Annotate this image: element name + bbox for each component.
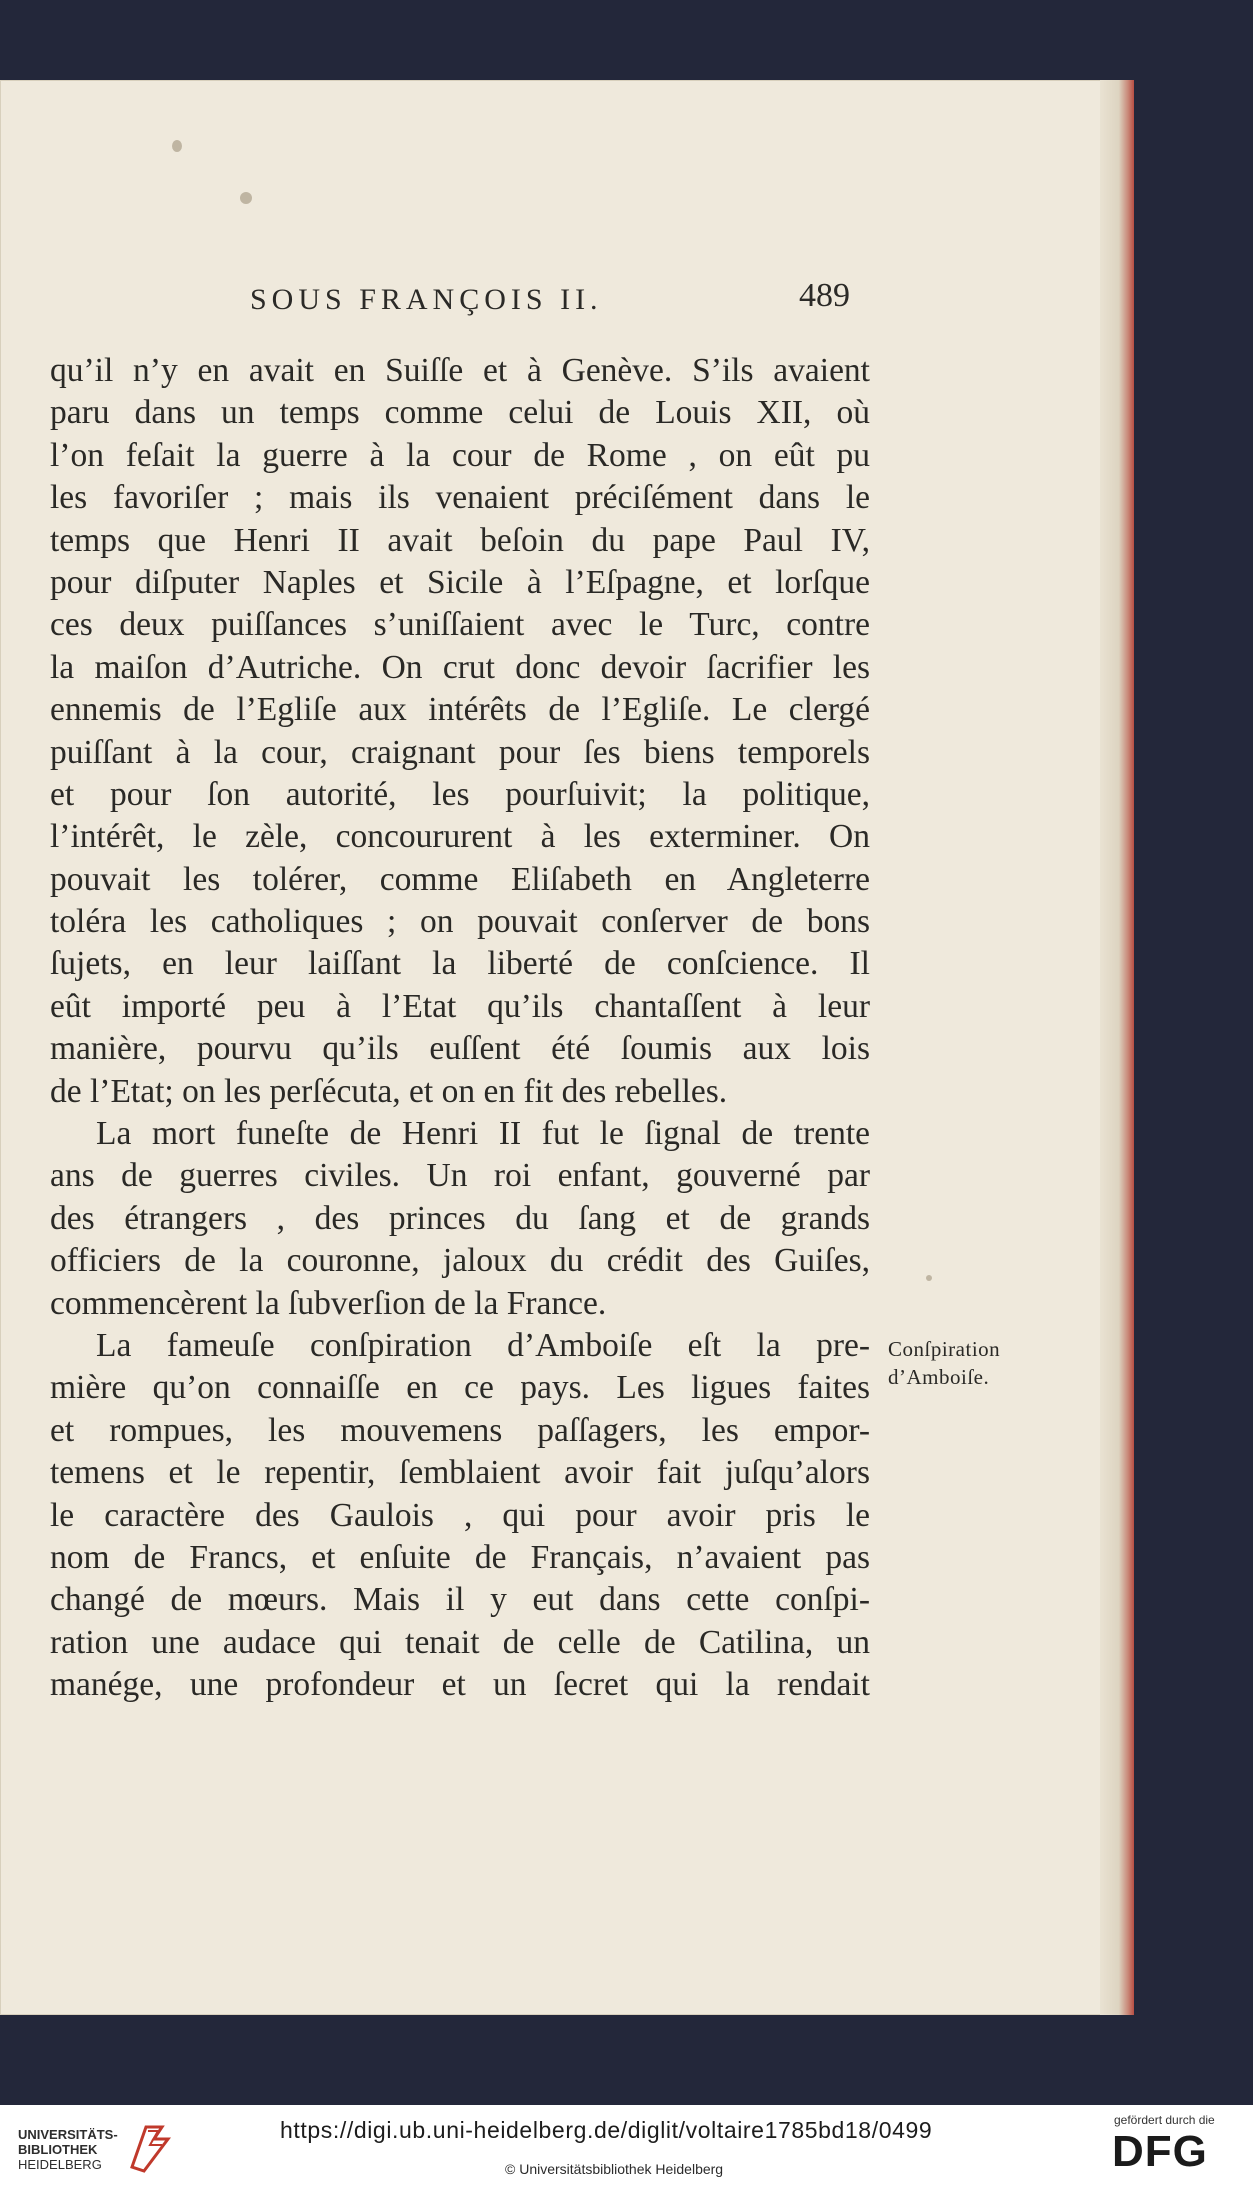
text-line: de l’Etat; on les perſécuta, et on en fit des rebelles. (50, 1072, 728, 1110)
text-line: manége, une profondeur et un ſecret qui la rendait (50, 1666, 870, 1704)
text-line: et rompues, les mouvemens paſſagers, les empor- (50, 1411, 870, 1449)
page-edge (1100, 80, 1134, 2015)
paper-spot (240, 192, 252, 204)
text-line: temps que Henri II avait beſoin du pape Paul IV, (50, 521, 870, 559)
page-number: 489 (799, 277, 850, 314)
text-line: puiſſant à la cour, craignant pour ſes biens temporels (50, 733, 870, 771)
text-line: ces deux puiſſances s’uniſſaient avec le Turc, contre (50, 606, 870, 644)
text-line: la maiſon d’Autriche. On crut donc devoir ſacrifier les (50, 648, 870, 686)
text-line: mière qu’on connaiſſe en ce pays. Les ligues faites (50, 1369, 870, 1407)
dfg-wordmark: DFG (1112, 2127, 1208, 2176)
text-line: commencèrent la ſubverſion de la France. (50, 1284, 607, 1322)
text-line: nom de Francs, et enſuite de Français, n’avaient pas (50, 1538, 870, 1576)
text-line: eût importé peu à l’Etat qu’ils chantaſſent à leur (50, 987, 870, 1025)
library-logo[interactable] (18, 2117, 218, 2187)
text-line: ſujets, en leur laiſſant la liberté de conſcience. Il (50, 945, 870, 983)
library-name (18, 2127, 118, 2172)
text-line: qu’il n’y en avait en Suiſſe et à Genève. S’ils avaient (50, 352, 870, 389)
copyright-notice: © Universitätsbibliothek Heidelberg (505, 2161, 724, 2177)
text-line: et pour ſon autorité, les pourſuivit; la politique, (50, 775, 870, 813)
text-line: ration une audace qui tenait de celle de Catilina, un (50, 1623, 870, 1661)
paper-spot (172, 140, 182, 152)
paper-spot (926, 1275, 932, 1281)
text-line: l’intérêt, le zèle, concoururent à les exterminer. On (50, 818, 870, 856)
text-line: temens et le repentir, ſemblaient avoir fait juſqu’alors (50, 1454, 870, 1492)
text-line: La mort funeſte de Henri II fut le ſignal de trente (96, 1115, 870, 1153)
text-line: La fameuſe conſpiration d’Amboiſe eſt la pre- (96, 1326, 870, 1364)
body-text (50, 350, 870, 1707)
library-name-line: HEIDELBERG (18, 2157, 102, 2172)
text-line: l’on feſait la guerre à la cour de Rome , on eût pu (50, 436, 870, 474)
text-line: ennemis de l’Egliſe aux intérêts de l’Egliſe. Le clergé (50, 691, 870, 729)
viewer-footer (0, 2105, 1253, 2194)
text-line: officiers de la couronne, jaloux du crédit des Guiſes, (50, 1242, 870, 1280)
permalink-url[interactable]: https://digi.ub.uni-heidelberg.de/diglit/voltaire1785bd18/0499 (280, 2117, 933, 2143)
text-line: des étrangers , des princes du ſang et de grands (50, 1199, 870, 1237)
text-line: paru dans un temps comme celui de Louis XII, où (50, 394, 870, 432)
text-line: le caractère des Gaulois , qui pour avoir pris le (50, 1496, 870, 1534)
funding-caption: gefördert durch die (1114, 2113, 1215, 2127)
text-line: changé de mœurs. Mais il y eut dans cette conſpi- (50, 1581, 870, 1619)
running-head (250, 277, 850, 327)
library-name-line: BIBLIOTHEK (18, 2142, 98, 2157)
margin-note-line: d’Amboiſe. (888, 1365, 990, 1389)
text-line: toléra les catholiques ; on pouvait conſerver de bons (50, 903, 870, 941)
text-line: pour diſputer Naples et Sicile à l’Eſpagne, et lorſque (50, 563, 870, 601)
library-name-line: UNIVERSITÄTS- (18, 2127, 118, 2142)
running-head-title: SOUS FRANÇOIS II. (250, 283, 603, 316)
text-line: ans de guerres civiles. Un roi enfant, gouverné par (50, 1157, 870, 1195)
library-mark-icon (124, 2117, 184, 2177)
margin-note (888, 1335, 1028, 1391)
text-line: manière, pourvu qu’ils euſſent été ſoumis aux lois (50, 1030, 870, 1068)
margin-note-line: Conſpiration (888, 1337, 1001, 1361)
text-line: pouvait les tolérer, comme Eliſabeth en Angleterre (50, 860, 870, 898)
text-line: les favoriſer ; mais ils venaient préciſément dans le (50, 479, 870, 517)
dfg-logo[interactable] (1110, 2113, 1250, 2191)
